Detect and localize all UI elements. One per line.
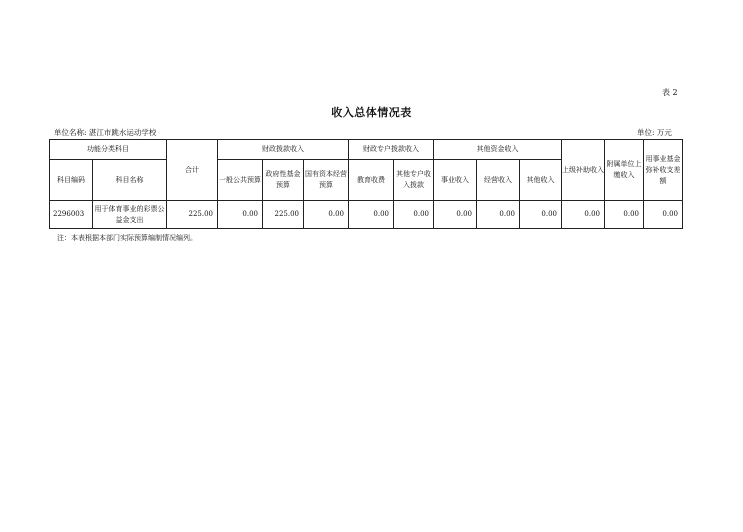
page-title: 收入总体情况表 xyxy=(331,106,412,119)
header-name: 科目名称 xyxy=(93,160,167,201)
unit-name-label: 单位名称: 湛江市跳水运动学校 xyxy=(54,128,157,137)
header-cause-fund: 用事业基金弥补收支差额 xyxy=(644,140,683,201)
cell-upper-subsidy: 0.00 xyxy=(562,201,605,229)
cell-affiliate: 0.00 xyxy=(605,201,644,229)
cell-cause-fund: 0.00 xyxy=(644,201,683,229)
header-state-capital: 国有资本经营预算 xyxy=(304,160,349,201)
cell-code: 2296003 xyxy=(50,201,93,229)
header-edu-fee: 教育收费 xyxy=(349,160,394,201)
header-other-income: 其他收入 xyxy=(520,160,562,201)
cell-operating: 0.00 xyxy=(477,201,520,229)
cell-gov-fund: 225.00 xyxy=(263,201,304,229)
header-operating: 经营收入 xyxy=(477,160,520,201)
table-row xyxy=(50,201,683,229)
cell-other-special: 0.00 xyxy=(394,201,434,229)
header-other-funds: 其他资金收入 xyxy=(434,140,562,160)
header-upper-subsidy: 上级补助收入 xyxy=(562,140,605,201)
header-fiscal-special: 财政专户拨款收入 xyxy=(349,140,434,160)
header-general: 一般公共预算 xyxy=(218,160,263,201)
header-fiscal: 财政拨款收入 xyxy=(218,140,349,160)
header-total: 合计 xyxy=(167,140,218,201)
table-number: 表 2 xyxy=(662,88,678,97)
header-other-special: 其他专户收入拨款 xyxy=(394,160,434,201)
header-gov-fund: 政府性基金预算 xyxy=(263,160,304,201)
header-code: 科目编码 xyxy=(50,160,93,201)
cell-general: 0.00 xyxy=(218,201,263,229)
unit-currency-label: 单位: 万元 xyxy=(637,128,672,137)
header-func-class: 功能分类科目 xyxy=(50,140,167,160)
income-summary-table xyxy=(49,139,683,229)
header-affiliate: 附属单位上缴收入 xyxy=(605,140,644,201)
cell-state-capital: 0.00 xyxy=(304,201,349,229)
cell-other-income: 0.00 xyxy=(520,201,562,229)
cell-name: 用于体育事业的彩票公益金支出 xyxy=(93,201,167,229)
header-business: 事业收入 xyxy=(434,160,477,201)
cell-edu-fee: 0.00 xyxy=(349,201,394,229)
cell-business: 0.00 xyxy=(434,201,477,229)
footnote: 注：本表根据本部门实际预算编制情况编列。 xyxy=(57,234,197,242)
cell-total: 225.00 xyxy=(167,201,218,229)
